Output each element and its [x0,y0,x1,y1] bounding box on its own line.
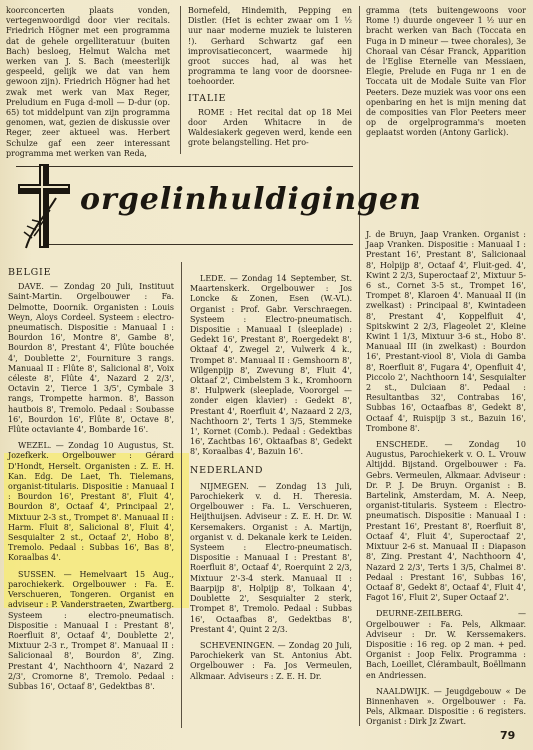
column-divider [180,6,181,154]
column-2 [190,274,352,684]
cross-with-palm-icon [12,158,76,250]
paragraph-naaldwijk: NAALDWIJK. — Jeugdgebouw « De Binnenhaven ». Orgelbouwer : Fa. Pels, Alkmaar. Dispositie : 6 registers. Organist : Dirk Jz Zwart. [366,686,526,727]
paragraph: J. de Bruyn, Jaap Vranken. Organist : Jaap Vranken. Dispositie : Manuaal I : Prestant 16', Prestant 8', Salicionaal 8', Holpijp 8', Octaaf 4', Fluit-ged. 4', Kwint 2 2/3, Superoctaaf 2', Mixtuur 5-6 st., Cornet 3-5 st., Trompet 16', Trompet 8', Klaroen 4'. Manuaal II (in zwelkast) : Principaal 8', Kwintadeen 8', Prestant 4', Koppelfluit 4', Spitskwint 2 2/3, Flageolet 2', Kleine Kwint 1 1/3, Mixtuur 3-6 st., Hobo 8'. Manuaal III (in zwelkast) : Bourdon 16', Prestant-viool 8', Viola di Gamba 8', Roerfluit 8', Fugara 4', Openfluit 4', Piccolo 2', Nachthoorn 14', Sesquialter 2 st., Dulciaan 8'. Pedaal : Resultantbas 32', Contrabas 16', Subbas 16', Octaafbas 8', Gedekt 8', Octaaf 4', Ruispijp 3 st., Bazuin 16', Trombone 8'. [366,230,526,433]
page-number: 79 [500,729,516,742]
paragraph-lede: LEDE. — Zondag 14 September, St. Maartenskerk. Orgelbouwer : Jos Loncke & Zonen, Esen (W.-VL). Organist : Prof. Gabr. Verschraegen. Systeem : Electro-pneumatisch. Dispositie : Manuaal I (sleeplade) : Gedekt 16', Prestant 8', Roergedekt 8', Oktaaf 4', Zwegel 2', Vulwerk 4 k., Trompet 8'. Manuaal II : Gemshoorn 8', Wilgenpijp 8', Zwevung 8', Fluit 4', Oktaaf 2', Cimbelstem 3 k., Kromhoorn 8'. Hulpwerk (sleeplade, Voororgel — zonder eigen klavier) : Gedekt 8', Prestant 4', Roerfluit 4', Nazaard 2 2/3, Nachthoorn 2', Terts 1 3/5, Stemmeke 1', Kornet (Comb.). Pedaal : Gedektbas 16', Zachtbas 16', Oktaafbas 8', Gedekt 8', Koraalbas 4', Bazuin 16'. [190,274,352,457]
top-column-3 [366,6,526,141]
top-column-1 [6,6,170,161]
column-3 [366,230,526,730]
paragraph-sussen: SUSSEN. — Hemelvaart 15 Aug., parochiekerk. Orgelbouwer : Fa. E. Verschueren, Tongeren. Organist en adviseur : P. Vanderstraeten, Zwartberg. Systeem : electro-pneumatisch. Dispositie : Manuaal I : Prestant 8', Roerfluit 8', Octaaf 4', Doublette 2', Mixtuur 2-3 r., Trompet 8'. Manuaal II : Salicionaal 8', Bourdon 8', Zing. Prestant 4', Nachthoorn 4', Nazard 2 2/3', Cromorne 8', Tremolo. Pedaal : Subbas 16', Octaaf 8', Gedektbas 8'. [8,569,174,691]
banner-title: orgelinhuldigingen [80,182,422,217]
paragraph: Bornefeld, Hindemith, Pepping en Distler. (Het is echter zwaar om 1 ½ uur naar moderne muziek te luisteren !). Gerhard Schwartz gaf een improvisatieconcert, waarmede hij groot succes had, al was het programma te lang voor de doorsnee-toehoorder. [188,6,352,87]
paragraph-scheveningen: SCHEVENINGEN. — Zondag 20 Juli, Parochiekerk van St. Antonius Abt. Orgelbouwer : Fa. Jos Vermeulen, Alkmaar. Adviseurs : Z. E. H. Dr. [190,640,352,681]
paragraph: koorconcerten plaats vonden, vertegenwoordigd door vier recitals. Friedrich Högner met een programma dat de gehele orgelliteratuur (buiten Bach) besloeg, Helmut Walcha met werken van J. S. Bach (meesterlijk gespeeld, gelijk we dat van hem gewoon zijn). Friedrich Högner had het zwak met werk van Max Reger, Preludium en Fuga d-moll — D-dur (op. 65) tot middelpunt van zijn programma genomen, wat, gezien de diskussie over Reger, zeer aktueel was. Herbert Schulze gaf een zeer interessant programma met werken van Reda, [6,6,170,158]
section-heading-nederland: NEDERLAND [190,464,264,476]
banner-rule [46,244,353,245]
paragraph-wezel: WEZEL. — Zondag 10 Augustus, St. Jozefkerk. Orgelbouwer : Gérard D'Hondt, Herselt. Organisten : Z. E. H. Kan. Edg. De Laet, Th. Tielemans, organist-titularis. Dispositie : Manuaal I : Bourdon 16', Prestant 8', Fluit 4', Bourdon 8', Octaaf 4', Principaal 2', Mixtuur 2-3 st., Trompet 8'. Manuaal II : Harm. Fluit 8', Salicional 8', Fluit 4', Sesquialter 2 st., Octaaf 2', Hobo 8', Tremolo. Pedaal : Subbas 16', Bas 8', Koraalbas 4'. [8,441,174,563]
column-divider [181,262,182,728]
paragraph-enschede: ENSCHEDE. — Zondag 10 Augustus, Parochiekerk v. O. L. Vrouw Altijdd. Bijstand. Orgelbouwer : Fa. Gebrs. Vermeulen, Alkmaar. Adviseur : Dr. P. J. De Bruyn. Organist : B. Bartelink, Amsterdam, M. A. Neep, organist-titularis. Systeem : Electro-pneumatisch. Dispositie : Manuaal I : Prestant 16', Prestant 8', Roerfluit 8', Octaaf 4', Fluit 4', Superoctaaf 2', Mixtuur 2-6 st. Manuaal II : Diapason 8', Zing. Prestant 4', Nachthoorn 4', Nazard 2 2/3', Terts 1 3/5, Chalmei 8'. Pedaal : Prestant 16', Subbas 16', Octaaf 8', Gedekt 8', Octaaf 4', Fluit 4', Fagot 16', Fluit 2', Super Octaaf 2'. [366,440,526,603]
section-heading-italie: ITALIE [188,92,227,104]
section-banner [10,158,422,250]
paragraph-dave: DAVE. — Zondag 20 Juli, Instituut Saint-Martin. Orgelbouwer : Fa. Delmotte, Doornik. Organisten : Louis Weyn, Aloys Cordeel. Systeem : electro-pneumatisch. Dispositie : Manuaal I : Bourdon 16', Montre 8', Gambe 8', Bourdon 8', Prestant 4', Flûte bouchée 4', Doublette 2', Fourniture 3 rangs. Manuaal II : Flûte 8', Salicional 8', Voix céleste 8', Flûte 4', Nazard 2 2/3', Octavin 2', Tierce 1 3/5', Cymbale 3 rangs, Trompette harmon. 8', Basson hautbois 8', Tremolo. Pedaal : Soubasse 16', Bourdon 16', Flûte 8', Octave 8', Flûte octaviante 4', Bombarde 16'. [8,282,174,435]
column-divider [359,6,360,726]
paragraph-nijmegen: NIJMEGEN. — Zondag 13 Juli, Parochiekerk v. d. H. Theresia. Orgelbouwer : Fa. L. Verschueren, Heijthuijsen. Adviseur : Z. E. H. Dr. W. Kersemakers. Organist : A. Martijn, organist v. d. Dekanale kerk te Leiden. Systeem : Electro-pneumatisch. Dispositie : Manuaal I : Prestant 8', Roerfluit 8', Octaaf 4', Roerquint 2 2/3, Mixtuur 2'-3-4 sterk. Manuaal II : Baarpijp 8', Holpijp 8', Tolkaan 4', Doublette 2', Sesquialter 2 sterk, Trompet 8', Tremolo. Pedaal : Subbas 16', Octaafbas 8', Gedektbas 8', Prestant 4', Quint 2 2/3. [190,481,352,634]
column-1 [8,266,174,694]
paragraph-deurne: DEURNE-ZEILBERG. — Orgelbouwer : Fa. Pels, Alkmaar. Adviseur : Dr. W. Kerssemakers. Dispositie : 16 reg. op 2 man. + ped. Organist : Joop Felix. Programma : Bach, Loeillet, Clérambault, Boëllmann en Andriessen. [366,609,526,680]
section-heading-belgie: BELGIE [8,267,52,278]
paragraph: gramma (tets buitengewoons voor Rome !) duurde ongeveer 1 ½ uur en bracht werken van Bach (Toccata en Fuga in D mineur — twee chorales), 3e Choraal van César Franck, Apparition de l'Eglise Eternelle van Messiaen, Elegie, Prelude en Fuga nr 1 en de Toccata uit de Modale Suite van Flor Peeters. Deze muziek was voor ons een openbaring en het is mijn mening dat de composities van Flor Peeters meer op de orgelprogramma's moeten geplaatst worden (Antony Garlick). [366,6,526,138]
paragraph: ROME : Het recital dat op 18 Mei door Arden Whitacre in de Waldesiakerk gegeven werd, kende een grote belangstelling. Het pro- [188,107,352,148]
top-column-2 [188,6,352,151]
